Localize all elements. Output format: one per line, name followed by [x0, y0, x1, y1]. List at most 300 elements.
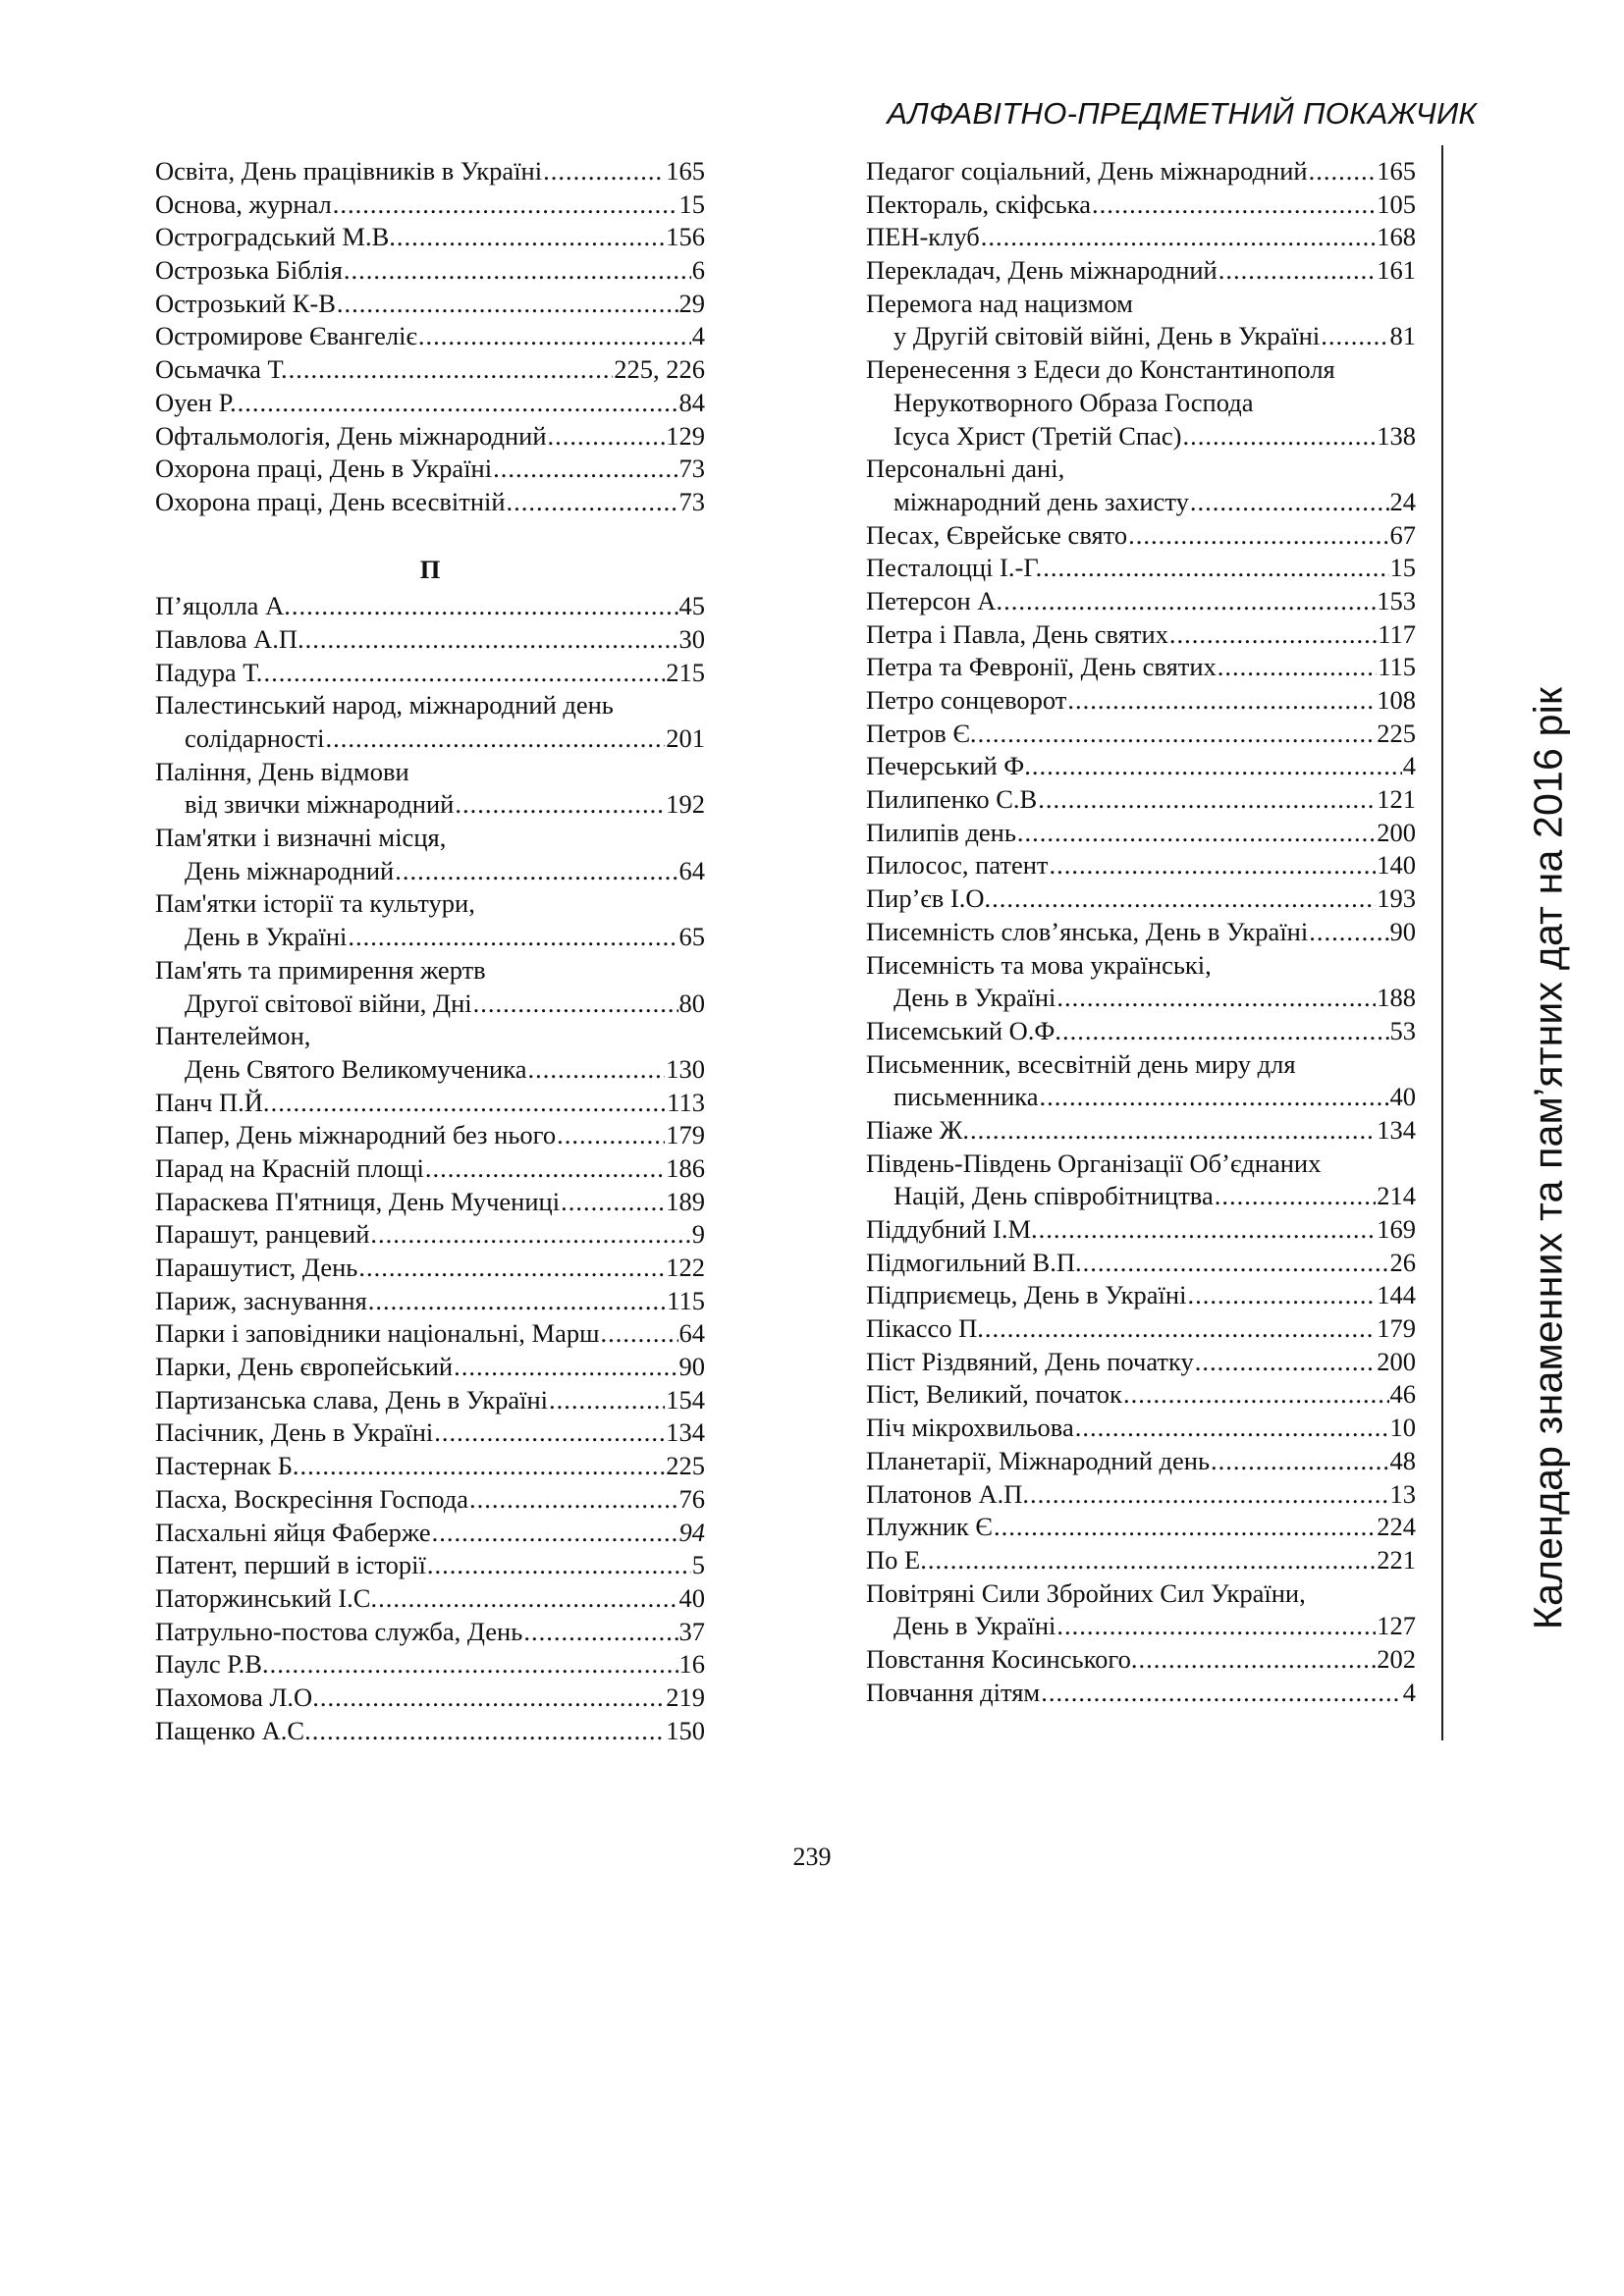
index-entry-page: 115 — [1378, 652, 1416, 682]
index-entry-term: Підмогильний В.П. — [866, 1247, 1082, 1277]
index-entry-page: 200 — [1377, 1346, 1416, 1376]
index-entry-term: День в Україні — [893, 983, 1056, 1013]
dot-leader — [1169, 618, 1377, 652]
index-entry-page: 15 — [678, 188, 705, 219]
dot-leader — [397, 221, 665, 254]
index-entry — [866, 718, 1416, 751]
dot-leader — [425, 1152, 665, 1186]
dot-leader — [1050, 849, 1377, 882]
index-entry-term: Націй, День співробітництва — [893, 1181, 1214, 1211]
dot-leader — [333, 188, 678, 222]
index-entry-term: Павлова А.П. — [155, 623, 304, 654]
page-number — [0, 1842, 1624, 1872]
index-entry — [866, 1445, 1416, 1478]
index-entry — [866, 1346, 1416, 1379]
index-entry-term: Панч П.Й. — [155, 1087, 270, 1117]
index-entry — [866, 882, 1416, 916]
index-entry-term: Ісуса Христ (Третій Спас) — [893, 420, 1182, 451]
index-entry-term: від звички міжнародний — [185, 789, 455, 820]
index-entry-term: Парад на Красній площі — [155, 1152, 424, 1183]
section-letter: П — [419, 554, 441, 584]
index-entry-term: Патрульно-постова служба, День — [155, 1616, 523, 1646]
index-entry-page: 219 — [666, 1682, 705, 1712]
dot-leader — [378, 1582, 677, 1616]
index-entry — [866, 817, 1416, 850]
index-entry-term: Піаже Ж. — [866, 1114, 969, 1145]
dot-leader — [1003, 585, 1376, 618]
index-entry — [155, 921, 705, 954]
index-entry — [866, 1180, 1416, 1213]
index-entry-page: 188 — [1377, 983, 1416, 1013]
index-entry-page: 225 — [1377, 718, 1416, 748]
index-entry-page: 140 — [1377, 850, 1416, 881]
index-entry-page: 13 — [1389, 1478, 1416, 1509]
index-entry-term: Пилипів день — [866, 817, 1016, 847]
index-column-left — [155, 155, 705, 1747]
index-entry-term: Охорона праці, День всесвітній — [155, 486, 506, 516]
index-entry-page: 64 — [678, 1318, 705, 1349]
index-entry-page: 224 — [1377, 1512, 1416, 1542]
dot-leader — [543, 155, 665, 188]
index-entry-page: 64 — [678, 855, 705, 885]
index-entry-page: 129 — [666, 420, 705, 451]
index-entry — [866, 618, 1416, 652]
index-entry-term: Пасхальні яйця Фаберже — [155, 1517, 431, 1547]
index-entry-term: Педагог соціальний, День міжнародний — [866, 156, 1308, 186]
index-entry — [866, 684, 1416, 718]
index-entry-page: 4 — [1402, 1677, 1416, 1707]
index-entry-term: Піст Різдвяний, День початку — [866, 1346, 1194, 1376]
index-entry-term: Пир’єв І.О. — [866, 883, 992, 914]
index-entry — [155, 590, 705, 623]
index-entry-page: 144 — [1377, 1280, 1416, 1310]
dot-leader — [1030, 1478, 1388, 1512]
index-entry — [866, 1213, 1416, 1247]
index-entry-term: солідарності — [185, 723, 325, 753]
dot-leader — [1309, 916, 1388, 949]
index-entry — [866, 1577, 1416, 1611]
index-entry-page: 168 — [1377, 222, 1416, 252]
index-entry — [155, 1582, 705, 1616]
dot-leader — [1075, 1412, 1389, 1445]
dot-leader — [326, 722, 666, 756]
dot-leader — [1041, 1677, 1402, 1710]
index-entry-term: Паулс Р.В. — [155, 1649, 269, 1680]
index-entry-term: Перемога над нацизмом — [866, 288, 1133, 318]
index-entry — [866, 1511, 1416, 1544]
dot-leader — [434, 1416, 665, 1450]
dot-leader — [473, 988, 678, 1021]
index-entry-term: Писемність та мова українські, — [866, 949, 1212, 980]
index-entry — [866, 387, 1416, 420]
index-entry-page: 221 — [1377, 1544, 1416, 1575]
dot-leader — [994, 1511, 1376, 1544]
dot-leader — [1190, 486, 1389, 519]
dot-leader — [370, 1218, 690, 1252]
index-entry-term: Південь-Південь Організації Об’єднаних — [866, 1148, 1322, 1178]
index-entry-term: П’яцолла А. — [155, 591, 291, 621]
index-entry-term: письменника — [893, 1082, 1039, 1112]
index-entry — [155, 722, 705, 756]
index-entry — [155, 623, 705, 657]
index-entry — [866, 1412, 1416, 1445]
index-entry — [866, 1544, 1416, 1577]
index-entry-term: Папер, День міжнародний без нього — [155, 1120, 557, 1150]
index-entry — [866, 1677, 1416, 1710]
index-entry — [155, 855, 705, 888]
index-entry-term: Планетарії, Міжнародний день — [866, 1445, 1211, 1475]
index-entry — [866, 519, 1416, 553]
index-entry-page: 189 — [666, 1186, 705, 1216]
index-entry — [155, 1053, 705, 1087]
dot-leader — [985, 1312, 1376, 1346]
index-entry-page: 5 — [691, 1550, 705, 1580]
index-entry — [866, 420, 1416, 454]
index-entry-page: 165 — [666, 156, 705, 186]
index-entry-term: Пастернак Б. — [155, 1451, 299, 1481]
dot-leader — [427, 1549, 691, 1582]
index-entry-term: Пікассо П. — [866, 1313, 984, 1344]
index-entry-term: ПЕН-клуб — [866, 222, 980, 252]
index-entry-term: Палестинський народ, міжнародний день — [155, 690, 614, 721]
dot-leader — [1017, 817, 1376, 850]
dot-leader — [1067, 684, 1376, 718]
index-entry-page: 113 — [667, 1087, 705, 1117]
index-entry-term: Печерський Ф. — [866, 751, 1031, 781]
index-entry-term: День в Україні — [185, 922, 348, 952]
index-entry-page: 76 — [678, 1483, 705, 1514]
index-entry-page: 26 — [1389, 1247, 1416, 1277]
index-entry — [155, 1616, 705, 1649]
dot-leader — [300, 1450, 666, 1483]
index-entry — [155, 1087, 705, 1120]
index-entry — [155, 788, 705, 822]
index-entry-page: 134 — [666, 1417, 705, 1448]
dot-leader — [1215, 1180, 1377, 1213]
index-entry — [866, 783, 1416, 817]
index-entry-term: Оуен Р. — [155, 387, 237, 417]
index-entry-term: Підприємець, День в Україні — [866, 1280, 1187, 1310]
index-entry — [155, 1252, 705, 1285]
index-entry-page: 165 — [1377, 156, 1416, 186]
index-entry-term: Остроградський М.В. — [155, 222, 396, 252]
index-entry-term: Пахомова Л.О. — [155, 1682, 319, 1712]
index-entry-page: 45 — [678, 591, 705, 621]
index-entry-page: 169 — [1377, 1214, 1416, 1244]
index-entry — [155, 822, 705, 855]
index-entry — [866, 949, 1416, 983]
index-entry-term: Повчання дітям — [866, 1677, 1041, 1707]
index-entry-term: Песах, Єврейське свято — [866, 519, 1128, 550]
index-entry-page: 202 — [1377, 1643, 1416, 1674]
index-entry-term: Парки, День європейський — [155, 1352, 454, 1382]
index-entry — [866, 1378, 1416, 1412]
dot-leader — [263, 657, 665, 690]
dot-leader — [1083, 1247, 1389, 1280]
index-entry-term: Перекладач, День міжнародний — [866, 255, 1218, 286]
dot-leader — [981, 221, 1376, 254]
index-entry-page: 53 — [1389, 1015, 1416, 1045]
index-entry-page: 156 — [666, 222, 705, 252]
index-entry-page: 67 — [1389, 519, 1416, 550]
dot-leader — [1138, 1643, 1376, 1677]
index-entry-term: Пилипенко С.В — [866, 784, 1038, 815]
index-entry-term: Падура Т. — [155, 657, 263, 687]
index-entry — [155, 954, 705, 988]
index-entry-term: По Е. — [866, 1544, 927, 1575]
index-entry-term: Париж, заснування — [155, 1285, 367, 1315]
dot-leader — [1218, 651, 1377, 684]
dot-leader — [557, 1119, 665, 1152]
index-entry — [866, 353, 1416, 387]
index-entry-page: 48 — [1389, 1445, 1416, 1475]
index-entry-page: 94 — [678, 1517, 705, 1547]
index-list-p-continued — [866, 155, 1416, 1709]
index-entry-page: 122 — [666, 1253, 705, 1282]
index-entry-page: 73 — [678, 454, 705, 484]
index-entry-term: День міжнародний — [185, 855, 395, 885]
index-entry — [866, 982, 1416, 1015]
index-entry-page: 225, 226 — [614, 354, 705, 385]
index-entry-page: 24 — [1389, 486, 1416, 516]
dot-leader — [1309, 155, 1377, 188]
index-entry-term: День в Україні — [893, 1611, 1056, 1641]
index-entry — [866, 188, 1416, 222]
index-entry-page: 90 — [1389, 916, 1416, 946]
index-list-o — [155, 155, 705, 519]
index-entry — [866, 1312, 1416, 1346]
index-entry-page: 201 — [666, 723, 705, 753]
index-entry-term: Піддубний І.М. — [866, 1214, 1038, 1244]
index-entry-term: Патент, перший в історії — [155, 1550, 426, 1580]
dot-leader — [548, 420, 666, 454]
index-entry-page: 84 — [678, 387, 705, 417]
index-entry-page: 138 — [1377, 420, 1416, 451]
dot-leader — [368, 1285, 666, 1318]
index-entry — [155, 1186, 705, 1219]
index-entry-page: 214 — [1377, 1181, 1416, 1211]
index-entry-term: Петра і Павла, День святих — [866, 618, 1168, 649]
index-entry-term: Партизанська слава, День в Україні — [155, 1384, 549, 1415]
dot-leader — [1195, 1346, 1377, 1379]
index-entry-term: Письменник, всесвітній день миру для — [866, 1048, 1296, 1079]
index-entry-page: 29 — [678, 288, 705, 318]
dot-leader — [337, 288, 678, 321]
index-entry-term: Пам'ятки і визначні місця, — [155, 823, 447, 853]
index-entry-page: 10 — [1389, 1413, 1416, 1443]
index-entry-page: 80 — [678, 988, 705, 1018]
dot-leader — [1211, 1445, 1388, 1478]
index-entry — [866, 288, 1416, 321]
dot-leader — [1321, 320, 1388, 353]
index-entry — [155, 353, 705, 387]
index-entry — [866, 1478, 1416, 1512]
dot-leader — [320, 1682, 665, 1715]
index-entry-page: 117 — [1378, 618, 1416, 649]
index-entry-page: 127 — [1377, 1611, 1416, 1641]
index-entry — [155, 453, 705, 486]
dot-leader — [418, 320, 691, 353]
index-entry — [155, 420, 705, 454]
index-entry-page: 65 — [678, 922, 705, 952]
index-entry — [866, 651, 1416, 684]
index-entry-term: Персональні дані, — [866, 454, 1065, 484]
index-entry-page: 73 — [678, 486, 705, 516]
dot-leader — [507, 486, 678, 519]
index-entry — [155, 387, 705, 420]
dot-leader — [523, 1616, 677, 1649]
dot-leader — [238, 387, 678, 420]
index-entry-page: 161 — [1377, 255, 1416, 286]
index-entry-term: Охорона праці, День в Україні — [155, 454, 493, 484]
index-entry-term: Писемський О.Ф. — [866, 1015, 1061, 1045]
index-entry-page: 16 — [678, 1649, 705, 1680]
index-entry-term: Остромирове Євангеліє — [155, 321, 417, 351]
index-entry-term: Пасха, Воскресіння Господа — [155, 1483, 468, 1514]
dot-leader — [1187, 1279, 1376, 1312]
index-entry — [866, 155, 1416, 188]
index-entry — [866, 1643, 1416, 1677]
dot-leader — [493, 453, 677, 486]
index-entry-term: Плужник Є — [866, 1512, 993, 1542]
dot-leader — [1043, 552, 1388, 585]
index-entry-page: 154 — [666, 1384, 705, 1415]
index-entry-page: 40 — [678, 1582, 705, 1613]
vertical-rule — [1441, 145, 1443, 1740]
index-entry — [155, 1682, 705, 1715]
index-entry-term: Осьмачка Т. — [155, 354, 288, 385]
index-entry-page: 115 — [667, 1285, 705, 1315]
dot-leader — [1038, 783, 1376, 817]
dot-leader — [270, 1648, 678, 1682]
index-list-p — [155, 590, 705, 1747]
index-entry — [866, 1114, 1416, 1148]
index-entry-term: Повстання Косинського. — [866, 1643, 1138, 1674]
dot-leader — [1062, 1015, 1389, 1048]
index-entry-term: Повітряні Сили Збройних Сил України, — [866, 1577, 1306, 1608]
index-entry-term: Другої світової війни, Дні — [185, 988, 472, 1018]
index-entry — [155, 1119, 705, 1152]
index-entry — [155, 689, 705, 722]
index-entry-page: 37 — [678, 1616, 705, 1646]
dot-leader — [1032, 750, 1402, 783]
index-entry-term: Парки і заповідники національні, Марш — [155, 1318, 600, 1349]
index-entry-page: 134 — [1377, 1114, 1416, 1145]
index-entry-page: 186 — [666, 1152, 705, 1183]
dot-leader — [1040, 1081, 1389, 1114]
index-column-right — [866, 155, 1416, 1709]
dot-leader — [1218, 254, 1377, 288]
index-entry-term: Платонов А.П. — [866, 1478, 1030, 1509]
dot-leader — [432, 1517, 678, 1550]
index-entry-term: Песталоцці І.-Г. — [866, 553, 1043, 583]
dot-leader — [1092, 188, 1376, 222]
index-entry — [866, 221, 1416, 254]
dot-leader — [292, 590, 678, 623]
index-entry — [155, 254, 705, 288]
index-entry-term: Паління, День відмови — [155, 756, 409, 786]
dot-leader — [1056, 982, 1376, 1015]
dot-leader — [1123, 1378, 1389, 1412]
index-entry — [155, 1715, 705, 1748]
index-entry-page: 179 — [666, 1120, 705, 1150]
dot-leader — [1039, 1213, 1377, 1247]
index-entry-term: міжнародний день захисту — [893, 486, 1189, 516]
index-entry-term: Пасічник, День в Україні — [155, 1417, 434, 1448]
index-entry — [866, 585, 1416, 618]
index-entry-term: у Другій світовій війні, День в Україні — [893, 321, 1321, 351]
index-entry — [866, 750, 1416, 783]
index-entry-term: День Святого Великомученика — [185, 1053, 527, 1084]
dot-leader — [970, 1114, 1376, 1148]
index-entry — [866, 1148, 1416, 1181]
side-title: Календар знаменних та пам’ятних дат на 2016 рік — [1525, 686, 1571, 1630]
index-entry-page: 90 — [678, 1352, 705, 1382]
index-entry-page: 200 — [1377, 817, 1416, 847]
index-entry — [866, 320, 1416, 353]
index-entry-page: 225 — [666, 1451, 705, 1481]
index-entry-term: Перенесення з Едеси до Константинополя — [866, 354, 1335, 385]
dot-leader — [344, 254, 691, 288]
index-entry-page: 9 — [691, 1219, 705, 1250]
index-entry-term: Параскева П'ятниця, День Мучениці — [155, 1186, 561, 1216]
index-entry — [155, 320, 705, 353]
index-entry-term: Пам'ятки історії та культури, — [155, 888, 475, 919]
dot-leader — [348, 921, 677, 954]
index-entry — [155, 221, 705, 254]
index-entry-page: 15 — [1389, 553, 1416, 583]
index-entry — [155, 1317, 705, 1351]
index-entry-term: Острозький К-В — [155, 288, 336, 318]
index-entry-page: 40 — [1389, 1082, 1416, 1112]
index-entry-page: 215 — [666, 657, 705, 687]
index-entry — [155, 188, 705, 222]
index-entry-page: 192 — [666, 789, 705, 820]
index-entry-term: Освіта, День працівників в Україні — [155, 156, 543, 186]
dot-leader — [549, 1384, 665, 1417]
index-entry — [866, 1015, 1416, 1048]
dot-leader — [928, 1544, 1376, 1577]
index-entry-page: 153 — [1377, 585, 1416, 615]
dot-leader — [1128, 519, 1388, 553]
dot-leader — [271, 1087, 667, 1120]
index-entry — [155, 756, 705, 789]
index-entry-page: 6 — [691, 255, 705, 286]
index-entry — [155, 1020, 705, 1053]
index-entry-term: Основа, журнал — [155, 188, 332, 219]
index-entry — [866, 453, 1416, 486]
dot-leader — [395, 855, 677, 888]
index-entry-page: 121 — [1377, 784, 1416, 815]
index-entry-page: 81 — [1389, 321, 1416, 351]
dot-leader — [469, 1483, 678, 1517]
dot-leader — [992, 882, 1376, 916]
index-entry — [155, 1483, 705, 1517]
index-entry-page: 46 — [1389, 1379, 1416, 1410]
index-entry-page: 105 — [1377, 188, 1416, 219]
index-entry-page: 4 — [1402, 751, 1416, 781]
index-entry-page: 150 — [666, 1715, 705, 1745]
index-entry — [155, 1416, 705, 1450]
index-entry-page: 4 — [691, 321, 705, 351]
index-entry-term: Острозька Біблія — [155, 255, 343, 286]
index-entry-term: Пам'ять та примирення жертв — [155, 954, 486, 985]
index-entry — [866, 849, 1416, 882]
index-entry — [866, 916, 1416, 949]
index-entry-term: Петра та Февронії, День святих — [866, 652, 1217, 682]
index-entry-term: Офтальмологія, День міжнародний — [155, 420, 547, 451]
dot-leader — [358, 1252, 665, 1285]
